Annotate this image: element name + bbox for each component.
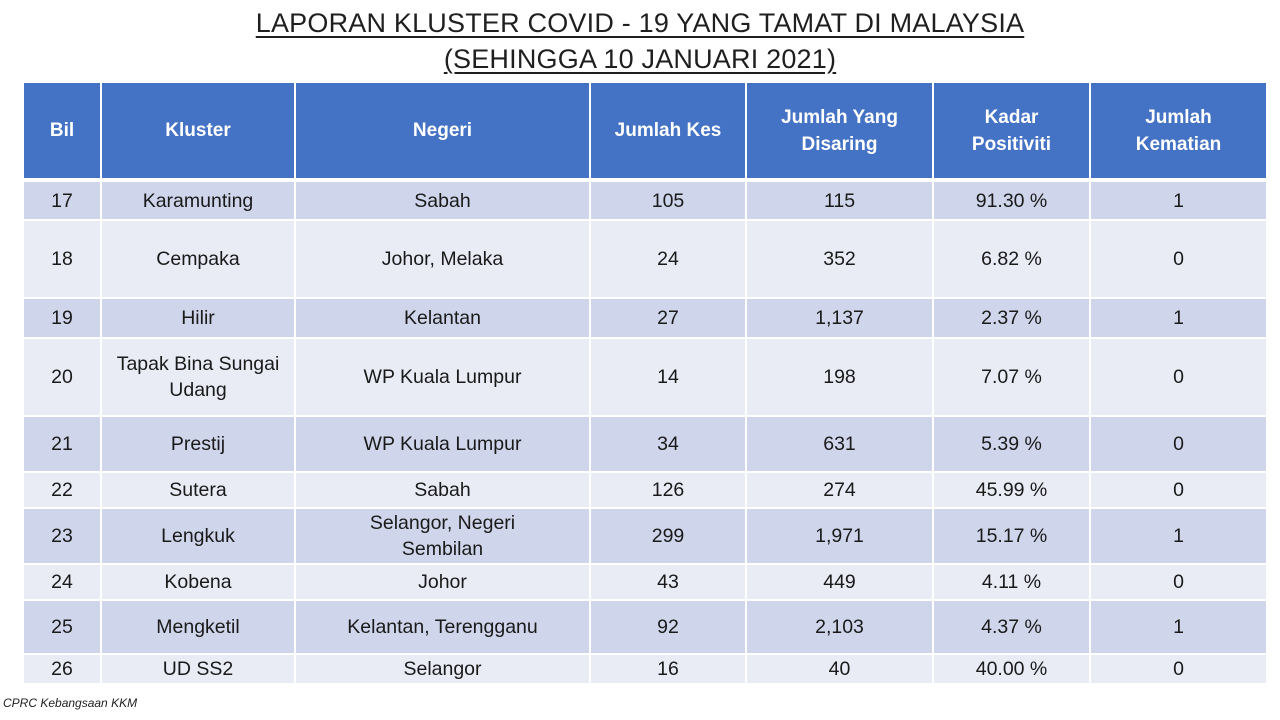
cell-jumlah-kes: 16 (590, 654, 746, 684)
cell-kluster: Kobena (101, 564, 295, 600)
cell-bil: 24 (23, 564, 101, 600)
cell-jumlah-kes: 34 (590, 416, 746, 472)
cell-negeri: Kelantan (295, 298, 590, 338)
table-row (23, 180, 1267, 220)
cell-kluster: Sutera (101, 472, 295, 508)
cell-negeri: WP Kuala Lumpur (295, 416, 590, 472)
cell-jumlah-disaring: 198 (746, 338, 933, 416)
report-subtitle: (SEHINGGA 10 JANUARI 2021) (443, 44, 837, 74)
table-row (23, 508, 1267, 564)
cell-jumlah-kes: 27 (590, 298, 746, 338)
table-row (23, 220, 1267, 298)
cell-jumlah-disaring: 40 (746, 654, 933, 684)
cell-negeri: Sabah (295, 180, 590, 220)
cell-bil: 19 (23, 298, 101, 338)
cell-jumlah-disaring: 1,971 (746, 508, 933, 564)
cell-jumlah-kes: 92 (590, 600, 746, 654)
cell-kadar-positiviti: 15.17 % (933, 508, 1090, 564)
cell-bil: 21 (23, 416, 101, 472)
report-title: LAPORAN KLUSTER COVID - 19 YANG TAMAT DI MALAYSIA (255, 8, 1025, 38)
cell-kadar-positiviti: 5.39 % (933, 416, 1090, 472)
cell-kadar-positiviti: 40.00 % (933, 654, 1090, 684)
cell-kluster: Prestij (101, 416, 295, 472)
cell-kadar-positiviti: 7.07 % (933, 338, 1090, 416)
cell-jumlah-disaring: 631 (746, 416, 933, 472)
cell-bil: 25 (23, 600, 101, 654)
header-kadar-positiviti: Kadar Positiviti (933, 82, 1090, 180)
cell-jumlah-kes: 14 (590, 338, 746, 416)
cell-kluster: Cempaka (101, 220, 295, 298)
cell-negeri: Sabah (295, 472, 590, 508)
header-kluster: Kluster (101, 82, 295, 180)
table-row (23, 600, 1267, 654)
table-row (23, 654, 1267, 684)
cell-bil: 23 (23, 508, 101, 564)
cell-kadar-positiviti: 45.99 % (933, 472, 1090, 508)
cell-kluster: Lengkuk (101, 508, 295, 564)
cell-bil: 20 (23, 338, 101, 416)
source-footer: CPRC Kebangsaan KKM (3, 696, 138, 710)
cell-kadar-positiviti: 4.11 % (933, 564, 1090, 600)
cell-negeri: Selangor, Negeri Sembilan (295, 508, 590, 564)
cell-jumlah-disaring: 352 (746, 220, 933, 298)
header-jumlah-disaring: Jumlah Yang Disaring (746, 82, 933, 180)
cell-bil: 22 (23, 472, 101, 508)
cell-jumlah-kes: 43 (590, 564, 746, 600)
cell-jumlah-kematian: 1 (1090, 180, 1267, 220)
cell-kluster: Mengketil (101, 600, 295, 654)
table-row (23, 472, 1267, 508)
header-negeri: Negeri (295, 82, 590, 180)
cell-jumlah-disaring: 274 (746, 472, 933, 508)
cell-kluster: Hilir (101, 298, 295, 338)
header-jumlah-kes: Jumlah Kes (590, 82, 746, 180)
cell-jumlah-kes: 105 (590, 180, 746, 220)
table-header-row (23, 82, 1267, 180)
cell-jumlah-kes: 126 (590, 472, 746, 508)
table-row (23, 564, 1267, 600)
cell-negeri: WP Kuala Lumpur (295, 338, 590, 416)
cell-kluster: UD SS2 (101, 654, 295, 684)
table-row (23, 416, 1267, 472)
cell-kadar-positiviti: 6.82 % (933, 220, 1090, 298)
cell-bil: 18 (23, 220, 101, 298)
cell-bil: 26 (23, 654, 101, 684)
cell-jumlah-kematian: 1 (1090, 298, 1267, 338)
cell-jumlah-kematian: 0 (1090, 338, 1267, 416)
cell-jumlah-kematian: 0 (1090, 472, 1267, 508)
cell-jumlah-disaring: 1,137 (746, 298, 933, 338)
cell-jumlah-disaring: 2,103 (746, 600, 933, 654)
header-jumlah-kematian: Jumlah Kematian (1090, 82, 1267, 180)
cell-jumlah-disaring: 115 (746, 180, 933, 220)
cell-kadar-positiviti: 91.30 % (933, 180, 1090, 220)
cell-jumlah-kematian: 0 (1090, 220, 1267, 298)
header-bil: Bil (23, 82, 101, 180)
cell-jumlah-kematian: 1 (1090, 600, 1267, 654)
cell-jumlah-kematian: 0 (1090, 416, 1267, 472)
table-row (23, 298, 1267, 338)
cell-kluster: Tapak Bina Sungai Udang (101, 338, 295, 416)
cell-kadar-positiviti: 4.37 % (933, 600, 1090, 654)
cell-jumlah-kes: 24 (590, 220, 746, 298)
cell-jumlah-kematian: 0 (1090, 564, 1267, 600)
table-row (23, 338, 1267, 416)
cell-jumlah-disaring: 449 (746, 564, 933, 600)
cell-jumlah-kes: 299 (590, 508, 746, 564)
cluster-table (22, 81, 1268, 685)
cell-jumlah-kematian: 0 (1090, 654, 1267, 684)
cell-negeri: Johor, Melaka (295, 220, 590, 298)
cell-kadar-positiviti: 2.37 % (933, 298, 1090, 338)
cell-negeri: Kelantan, Terengganu (295, 600, 590, 654)
cell-kluster: Karamunting (101, 180, 295, 220)
cell-jumlah-kematian: 1 (1090, 508, 1267, 564)
cell-negeri: Johor (295, 564, 590, 600)
cell-negeri: Selangor (295, 654, 590, 684)
cell-bil: 17 (23, 180, 101, 220)
